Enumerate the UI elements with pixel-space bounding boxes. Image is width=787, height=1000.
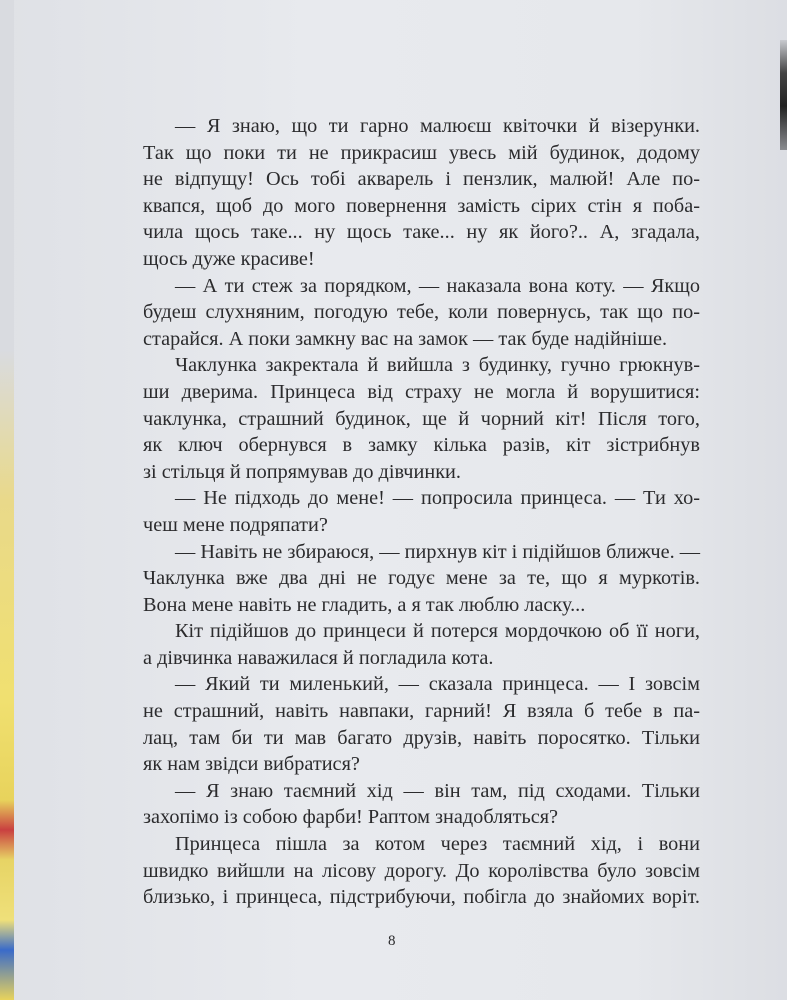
paragraph (143, 778, 700, 831)
text-line: не страшний, навіть навпаки, гарний! Я взяла б тебе в па- (143, 700, 700, 723)
text-line: Кіт підійшов до принцеси й потерся мордочкою об її ноги, (175, 620, 700, 643)
text-line: не відпущу! Ось тобі акварель і пензлик, малюй! Але по- (143, 168, 700, 191)
book-edge-left (0, 0, 14, 1000)
text-line: швидко вийшли на лісову дорогу. До королівства було зовсім (143, 859, 700, 882)
page-number: 8 (388, 933, 396, 949)
text-line: лац, там би ти мав багато друзів, навіть поросятко. Тільки (143, 726, 700, 749)
text-line: — Я знаю таємний хід — він там, під сходами. Тільки (175, 779, 700, 802)
text-line: близько, і принцеса, підстрибуючи, побігла до знайомих воріт. (143, 886, 700, 909)
text-line: як ключ обернувся в замку кілька разів, кіт зістрибнув (143, 434, 700, 457)
text-line: Чаклунка вже два дні не годує мене за те, що я муркотів. (143, 567, 700, 590)
text-line: Принцеса пішла за котом через таємний хід, і вони (175, 833, 700, 856)
text-line: ши дверима. Принцеса від страху не могла й ворушитися: (143, 380, 700, 403)
text-line: а дівчинка наважилася й погладила кота. (143, 646, 494, 669)
text-line: — Я знаю, що ти гарно малюєш квіточки й візерунки. (175, 115, 700, 137)
text-line: — Який ти миленький, — сказала принцеса. — І зовсім (175, 673, 700, 696)
paragraph (143, 352, 700, 485)
text-line: чила щось таке... ну щось таке... ну як його?.. А, згадала, (143, 221, 700, 244)
book-edge-right (780, 40, 787, 150)
paragraph (143, 273, 700, 353)
paragraph (143, 831, 700, 911)
text-line: щось дуже красиве! (143, 247, 315, 270)
text-line: — Не підходь до мене! — попросила принцеса. — Ти хо- (175, 487, 700, 510)
text-line: чаклунка, страшний будинок, ще й чорний кіт! Після того, (143, 407, 700, 430)
paragraph (143, 671, 700, 777)
text-line: квапся, щоб до мого повернення замість сірих стін я поба- (143, 194, 700, 217)
paragraph (143, 618, 700, 671)
text-line: зі стільця й попрямував до дівчинки. (143, 460, 461, 483)
text-line: будеш слухняним, погодую тебе, коли повернусь, так що по- (143, 301, 700, 324)
text-line: чеш мене подряпати? (143, 513, 328, 536)
text-line: — Навіть не збираюся, — пирхнув кіт і підійшов ближче. — (175, 540, 700, 563)
text-line: Чаклунка закректала й вийшла з будинку, гучно грюкнув- (175, 354, 700, 377)
paragraph (143, 113, 700, 273)
text-line: як нам звідси вибратися? (143, 753, 360, 776)
text-line: — А ти стеж за порядком, — наказала вона коту. — Якщо (175, 274, 700, 297)
text-line: старайся. А поки замкну вас на замок — так буде надійніше. (143, 327, 668, 350)
text-line: Вона мене навіть не гладить, а я так люблю ласку... (143, 593, 586, 616)
paragraph (143, 485, 700, 538)
text-line: захопімо із собою фарби! Раптом знадобляться? (143, 806, 559, 829)
text-line: Так що поки ти не прикрасиш увесь мій будинок, додому (143, 141, 700, 164)
page-body (143, 113, 700, 911)
paragraph (143, 539, 700, 619)
